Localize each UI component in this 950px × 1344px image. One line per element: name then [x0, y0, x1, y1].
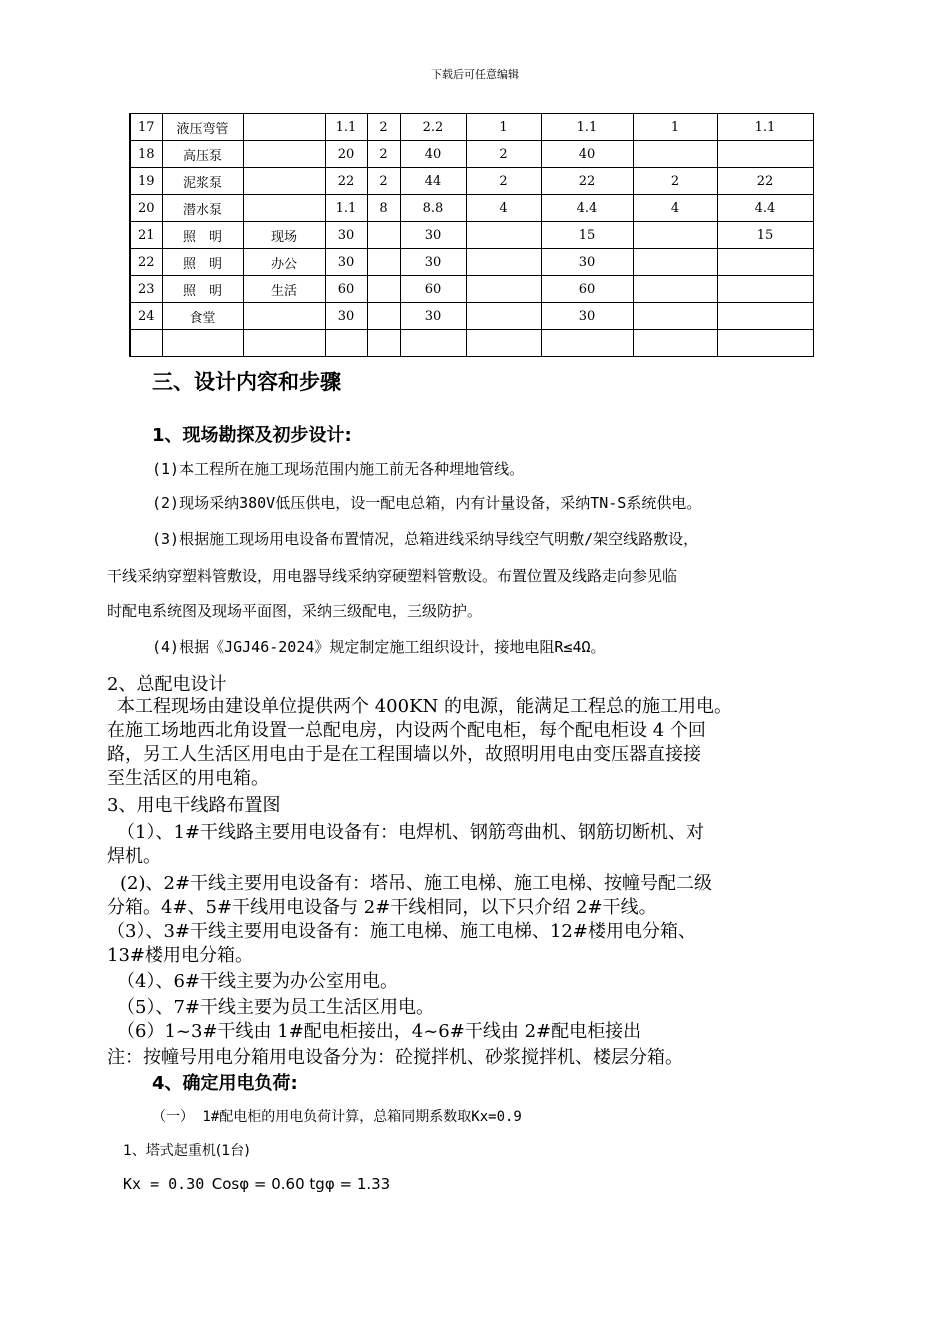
table-cell: 30 — [541, 303, 633, 330]
s3-line-2: 焊机。 — [107, 846, 161, 867]
s2-line-1: 本工程现场由建设单位提供两个 400KN 的电源，能满足工程总的施工用电。 — [117, 696, 732, 717]
s3-line-7: （4）、6#干线主要为办公室用电。 — [117, 971, 398, 992]
subsection-3-title: 3、用电干线路布置图 — [107, 795, 281, 816]
item-1-parameters — [123, 1175, 390, 1194]
s1-paragraph-3-line-2: 干线采纳穿塑料管敷设，用电器导线采纳穿硬塑料管敷设。布置位置及线路走向参见临 — [107, 567, 678, 585]
subsection-4-title: 4、确定用电负荷: — [152, 1073, 298, 1094]
table-cell: 30 — [541, 249, 633, 276]
table-cell: 22 — [130, 249, 162, 276]
s2-line-3: 路，另工人生活区用电由于是在工程围墙以外，故照明用电由变压器直接接 — [107, 744, 701, 765]
table-cell — [466, 276, 541, 303]
table-cell — [466, 303, 541, 330]
table-cell: 1.1 — [717, 114, 813, 141]
table-cell: 泥浆泵 — [162, 168, 243, 195]
table-cell: 2 — [367, 114, 400, 141]
s3-line-8: （5）、7#干线主要为员工生活区用电。 — [117, 997, 434, 1018]
table-cell: 23 — [130, 276, 162, 303]
table-cell: 液压弯管 — [162, 114, 243, 141]
table-cell: 21 — [130, 222, 162, 249]
table-cell: 8 — [367, 195, 400, 222]
table-cell: 1 — [466, 114, 541, 141]
table-cell: 22 — [325, 168, 367, 195]
table-cell: 30 — [325, 222, 367, 249]
table-cell: 40 — [400, 141, 466, 168]
table-cell: 60 — [325, 276, 367, 303]
table-row — [130, 276, 813, 303]
table-cell: 18 — [130, 141, 162, 168]
item-1-kx: Kx = 0.30 — [123, 1175, 205, 1193]
section-3-title: 三、设计内容和步骤 — [152, 370, 341, 394]
table-cell — [367, 222, 400, 249]
s3-line-5: （3）、3#干线主要用电设备有：施工电梯、施工电梯、12#楼用电分箱、 — [107, 921, 696, 942]
s4-subtitle: （一） 1#配电柜的用电负荷计算，总箱同期系数取Kx=0.9 — [152, 1109, 522, 1125]
table-cell — [633, 141, 717, 168]
s3-note: 注：按幢号用电分箱用电设备分为：砼搅拌机、砂浆搅拌机、楼层分箱。 — [107, 1047, 683, 1068]
table-cell: 44 — [400, 168, 466, 195]
table-cell: 2.2 — [400, 114, 466, 141]
table-cell: 办公 — [243, 249, 325, 276]
table-cell: 1 — [633, 114, 717, 141]
table-cell — [633, 330, 717, 357]
table-cell — [325, 330, 367, 357]
table-cell — [466, 330, 541, 357]
table-cell: 24 — [130, 303, 162, 330]
table-cell — [717, 330, 813, 357]
table-cell — [367, 330, 400, 357]
table-cell — [717, 303, 813, 330]
table-cell — [243, 330, 325, 357]
page-header-note: 下载后可任意编辑 — [431, 68, 519, 81]
table-row — [130, 141, 813, 168]
table-cell — [367, 303, 400, 330]
table-cell — [130, 330, 162, 357]
table-cell: 30 — [400, 222, 466, 249]
table-cell: 15 — [541, 222, 633, 249]
table-cell: 2 — [633, 168, 717, 195]
s3-line-1: （1）、1#干线路主要用电设备有：电焊机、钢筋弯曲机、钢筋切断机、对 — [117, 822, 704, 843]
table-cell: 30 — [400, 249, 466, 276]
item-1-title: 1、塔式起重机(1台) — [123, 1143, 250, 1159]
s3-line-6: 13#楼用电分箱。 — [107, 945, 253, 966]
table-cell: 30 — [325, 303, 367, 330]
table-cell — [400, 330, 466, 357]
table-cell: 60 — [400, 276, 466, 303]
table-cell: 20 — [130, 195, 162, 222]
table-cell: 22 — [541, 168, 633, 195]
table-cell — [633, 303, 717, 330]
s1-paragraph-1: (1)本工程所在施工现场范围内施工前无各种埋地管线。 — [152, 460, 525, 478]
table-cell: 8.8 — [400, 195, 466, 222]
s3-line-4: 分箱。4#、5#干线用电设备与 2#干线相同，以下只介绍 2#干线。 — [107, 897, 657, 918]
table-cell — [243, 195, 325, 222]
table-cell: 30 — [400, 303, 466, 330]
table-cell — [243, 114, 325, 141]
table-cell: 17 — [130, 114, 162, 141]
table-row — [130, 222, 813, 249]
table-cell — [466, 249, 541, 276]
subsection-2-title: 2、总配电设计 — [107, 674, 227, 695]
table-cell: 照 明 — [162, 249, 243, 276]
table-cell — [243, 168, 325, 195]
table-cell — [367, 276, 400, 303]
table-cell: 4.4 — [541, 195, 633, 222]
table-row — [130, 330, 813, 357]
table-cell: 60 — [541, 276, 633, 303]
table-cell — [541, 330, 633, 357]
table-cell — [633, 249, 717, 276]
s3-line-3: (2)、2#干线主要用电设备有：塔吊、施工电梯、施工电梯、按幢号配二级 — [120, 873, 713, 894]
table-cell: 2 — [466, 141, 541, 168]
table-cell — [243, 141, 325, 168]
table-cell: 照 明 — [162, 222, 243, 249]
table-cell: 22 — [717, 168, 813, 195]
table-row — [130, 303, 813, 330]
table-cell: 20 — [325, 141, 367, 168]
table-cell — [243, 303, 325, 330]
table-cell: 30 — [325, 249, 367, 276]
table-cell — [466, 222, 541, 249]
table-cell — [162, 330, 243, 357]
table-cell — [717, 141, 813, 168]
table-cell: 1.1 — [541, 114, 633, 141]
s1-paragraph-2: (2)现场采纳380V低压供电，设一配电总箱，内有计量设备，采纳TN-S系统供电。 — [152, 494, 702, 512]
table-cell: 4 — [633, 195, 717, 222]
table-cell: 1.1 — [325, 114, 367, 141]
table-row — [130, 168, 813, 195]
table-cell: 40 — [541, 141, 633, 168]
table-cell: 4 — [466, 195, 541, 222]
s1-paragraph-3-line-3: 时配电系统图及现场平面图，采纳三级配电，三级防护。 — [107, 602, 483, 620]
table-cell: 现场 — [243, 222, 325, 249]
table-cell — [717, 249, 813, 276]
table-cell — [633, 222, 717, 249]
s2-line-4: 至生活区的用电箱。 — [107, 768, 269, 789]
table-row — [130, 195, 813, 222]
table-cell: 生活 — [243, 276, 325, 303]
table-cell: 2 — [367, 141, 400, 168]
table-cell: 潜水泵 — [162, 195, 243, 222]
s1-paragraph-4: (4)根据《JGJ46-2024》规定制定施工组织设计，接地电阻R≤4Ω。 — [152, 638, 606, 656]
item-1-cos-tg: Cosφ = 0.60 tgφ = 1.33 — [211, 1175, 391, 1193]
table-cell: 食堂 — [162, 303, 243, 330]
table-cell: 1.1 — [325, 195, 367, 222]
table-cell: 照 明 — [162, 276, 243, 303]
table-cell — [367, 249, 400, 276]
table-cell: 2 — [466, 168, 541, 195]
s3-line-9: （6）1~3#干线由 1#配电柜接出，4~6#干线由 2#配电柜接出 — [117, 1021, 642, 1042]
equipment-load-table — [129, 113, 814, 357]
table-cell: 2 — [367, 168, 400, 195]
table-cell: 高压泵 — [162, 141, 243, 168]
table-row — [130, 249, 813, 276]
table-cell: 15 — [717, 222, 813, 249]
subsection-1-title: 1、现场勘探及初步设计: — [152, 425, 352, 446]
s2-line-2: 在施工场地西北角设置一总配电房，内设两个配电柜，每个配电柜设 4 个回 — [107, 720, 706, 741]
table-cell — [717, 276, 813, 303]
s1-paragraph-3-line-1: (3)根据施工现场用电设备布置情况，总箱进线采纳导线空气明敷/架空线路敷设， — [152, 530, 699, 548]
table-row — [130, 114, 813, 141]
table-cell: 4.4 — [717, 195, 813, 222]
table-cell — [633, 276, 717, 303]
table-cell: 19 — [130, 168, 162, 195]
